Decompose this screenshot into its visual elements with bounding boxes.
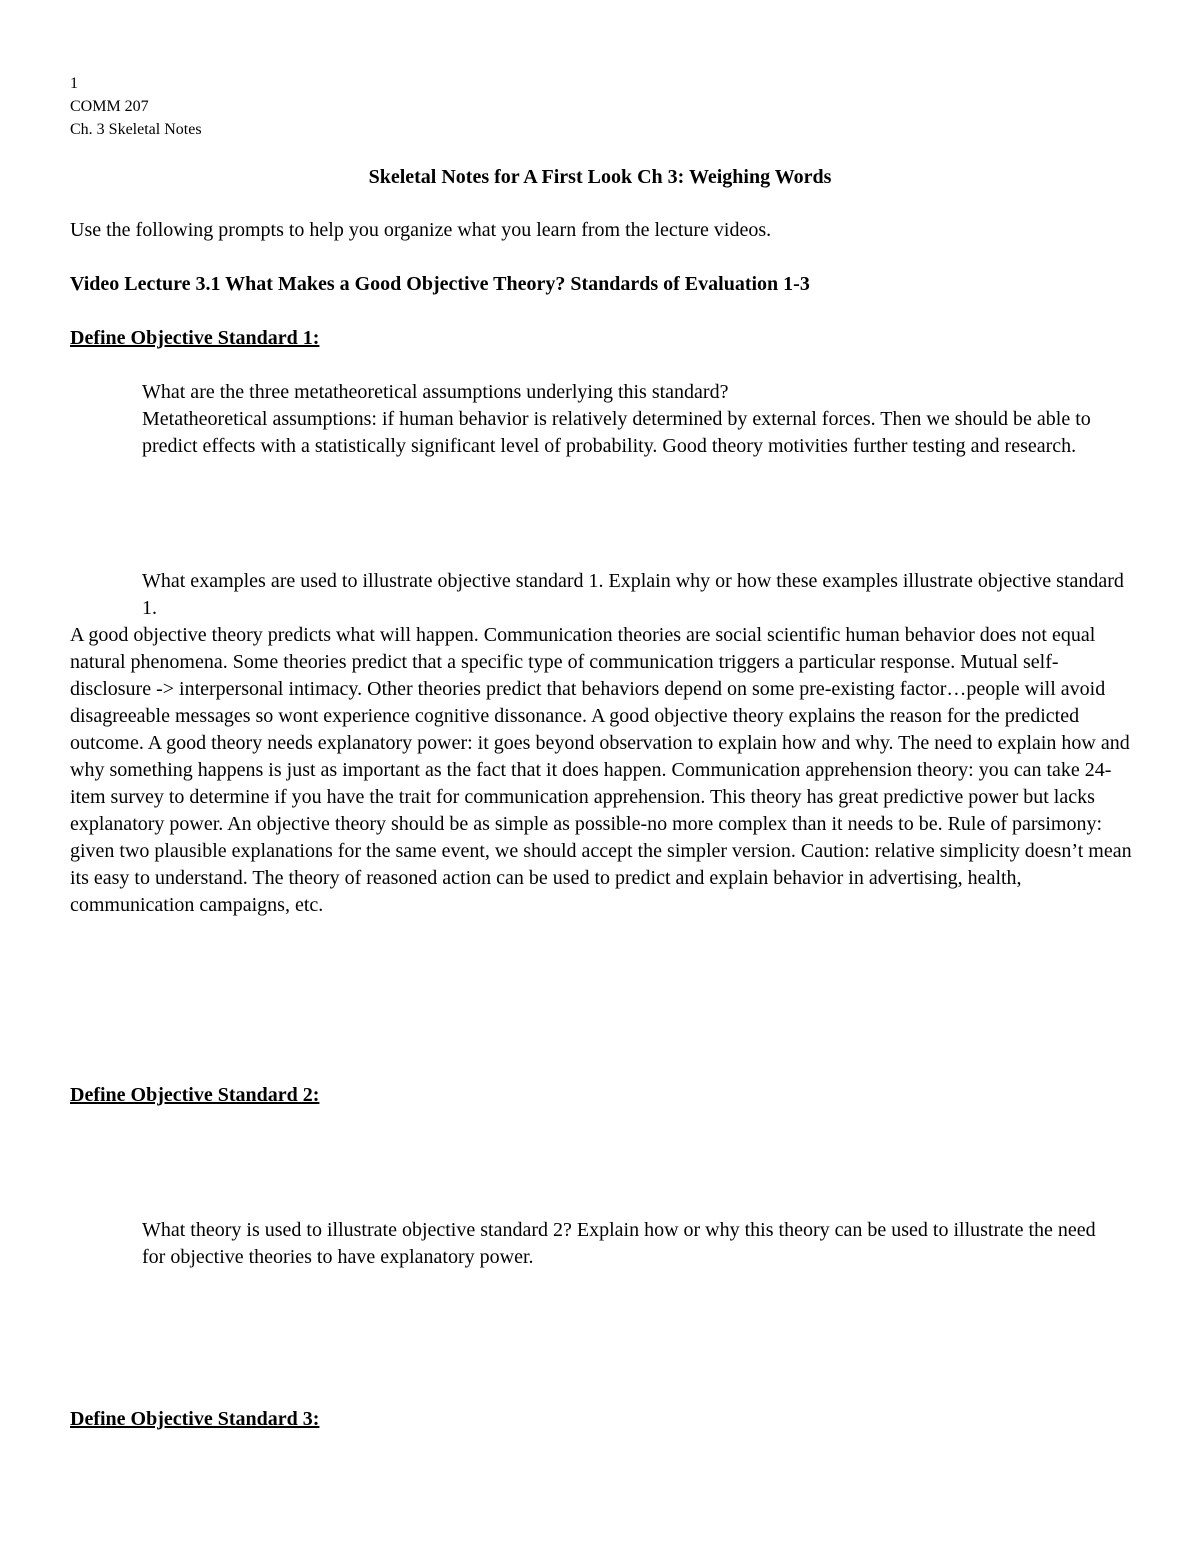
page-number: 1 (70, 75, 78, 92)
document-title: Skeletal Notes for A First Look Ch 3: Weighing Words (368, 166, 832, 188)
course-code: COMM 207 (70, 98, 149, 115)
standard-1-heading: Define Objective Standard 1: (70, 327, 320, 349)
standard-2-heading-wrap (70, 1082, 1132, 1109)
standard-2-heading: Define Objective Standard 2: (70, 1084, 320, 1106)
standard-1-question-2: What examples are used to illustrate objective standard 1. Explain why or how these examples illustrate objective standard 1. (142, 570, 1124, 619)
standard-1-question-1: What are the three metatheoretical assumptions underlying this standard? (142, 381, 729, 403)
standard-1-heading-wrap (70, 325, 1132, 352)
page-header (70, 72, 202, 141)
standard-2-question-1: What theory is used to illustrate objective standard 2? Explain how or why this theory can be used to illustrate the need for objective theories to have explanatory power. (142, 1219, 1096, 1268)
standard-3-heading-wrap (70, 1406, 1132, 1433)
document-label: Ch. 3 Skeletal Notes (70, 121, 202, 138)
intro-text: Use the following prompts to help you organize what you learn from the lecture videos. (70, 219, 772, 241)
standard-1-answer-1: Metatheoretical assumptions: if human behavior is relatively determined by external forces. Then we should be able to predict effects with a statistically significant level of probability. Good theory motivities further testing and research. (142, 408, 1091, 457)
standard-3-heading: Define Objective Standard 3: (70, 1408, 320, 1430)
standard-1-answer-2: A good objective theory predicts what will happen. Communication theories are social scientific human behavior does not equal natural phenomena. Some theories predict that a specific type of communication triggers a particular response. Mutual self-disclosure -> interpersonal intimacy. Other theories predict that behaviors depend on some pre-existing factor…people will avoid disagreeable messages so wont experience cognitive dissonance. A good objective theory explains the reason for the predicted outcome. A good theory needs explanatory power: it goes beyond observation to explain how and why. The need to explain how and why something happens is just as important as the fact that it does happen. Communication apprehension theory: you can take 24-item survey to determine if you have the trait for communication apprehension. This theory has great predictive power but lacks explanatory power. An objective theory should be as simple as possible-no more complex than it needs to be. Rule of parsimony: given two plausible explanations for the same event, we should accept the simpler version. Caution: relative simplicity doesn’t mean its easy to understand. The theory of reasoned action can be used to predict and explain behavior in advertising, health, communication campaigns, etc. (70, 624, 1132, 916)
lecture-heading: Video Lecture 3.1 What Makes a Good Objective Theory? Standards of Evaluation 1-3 (70, 273, 810, 295)
